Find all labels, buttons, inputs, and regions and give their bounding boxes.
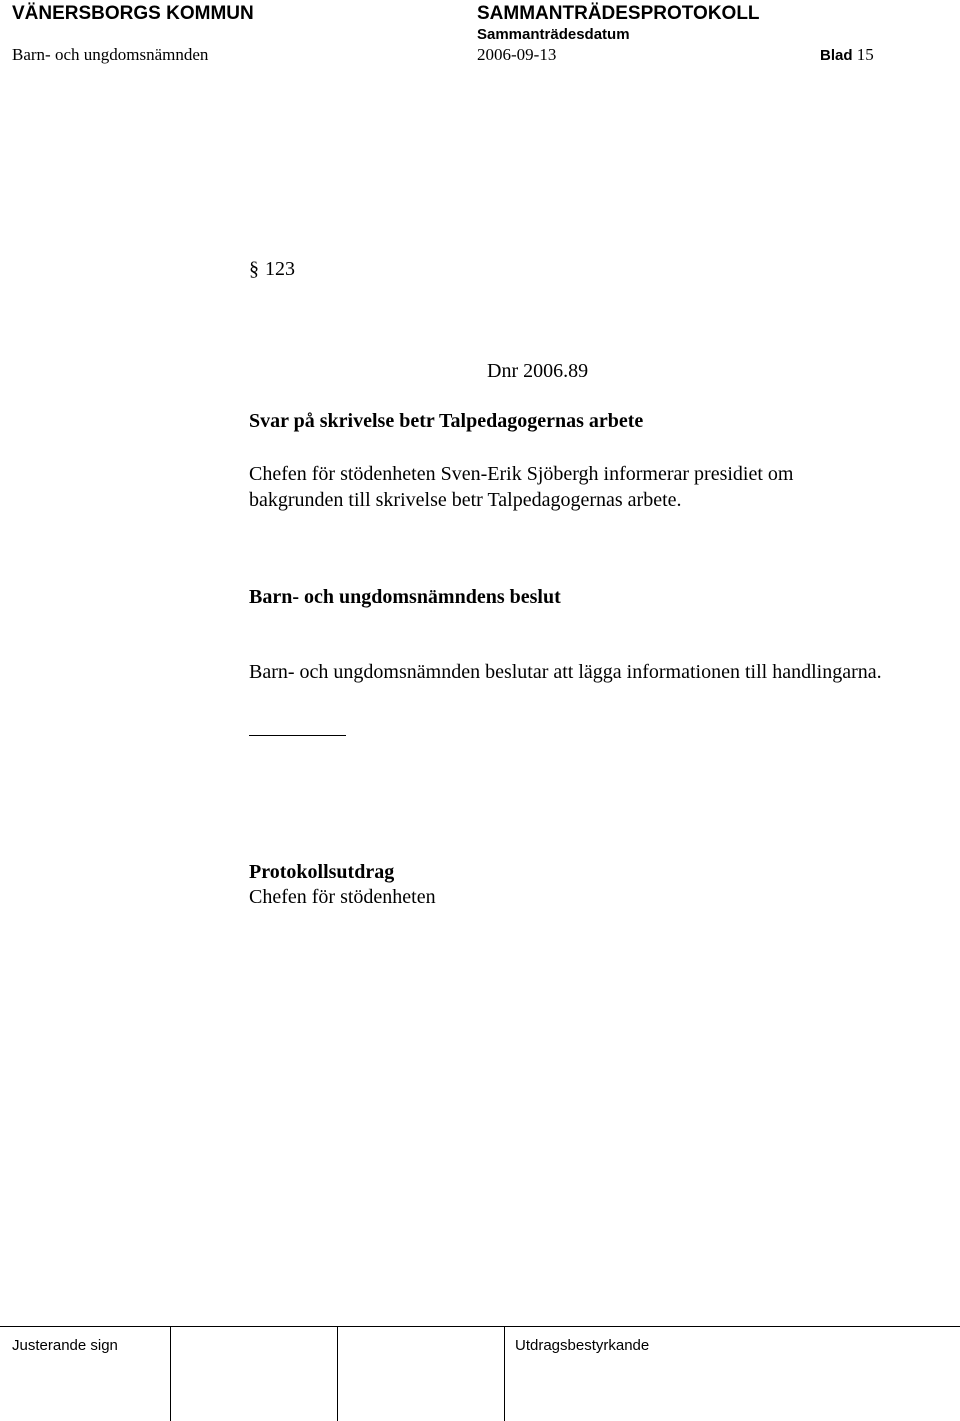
decision-heading: Barn- och ungdomsnämndens beslut [249, 586, 561, 608]
meeting-date-label: Sammanträdesdatum [477, 26, 630, 43]
committee-name: Barn- och ungdomsnämnden [12, 45, 209, 64]
paragraph-number [249, 258, 295, 281]
paragraph-number-value: 123 [265, 258, 295, 280]
item-title: Svar på skrivelse betr Talpedagogernas arbete [249, 410, 644, 432]
footer-divider [170, 1326, 171, 1421]
footer-divider [504, 1326, 505, 1421]
extract-heading: Protokollsutdrag [249, 861, 395, 883]
sheet-number [820, 45, 874, 65]
footer-sign-label: Justerande sign [12, 1337, 118, 1354]
document-type: SAMMANTRÄDESPROTOKOLL [477, 3, 760, 24]
sheet-label: Blad [820, 47, 853, 64]
section-sign: § [249, 258, 259, 280]
item-body: Chefen för stödenheten Sven-Erik Sjöbergh informerar presidiet om bakgrunden till skrivelse betr Talpedagogernas arbete. [249, 463, 794, 511]
municipality-name: VÄNERSBORGS KOMMUN [12, 3, 254, 24]
separator-line [249, 735, 346, 736]
sheet-number-value: 15 [856, 45, 874, 64]
extract-recipient: Chefen för stödenheten [249, 886, 436, 908]
footer-rule [0, 1326, 960, 1327]
footer-divider [337, 1326, 338, 1421]
meeting-date: 2006-09-13 [477, 45, 557, 64]
diary-number: Dnr 2006.89 [487, 360, 589, 382]
footer-certify-label: Utdragsbestyrkande [515, 1337, 650, 1354]
decision-text: Barn- och ungdomsnämnden beslutar att lägga informationen till handlingarna. [249, 661, 882, 683]
